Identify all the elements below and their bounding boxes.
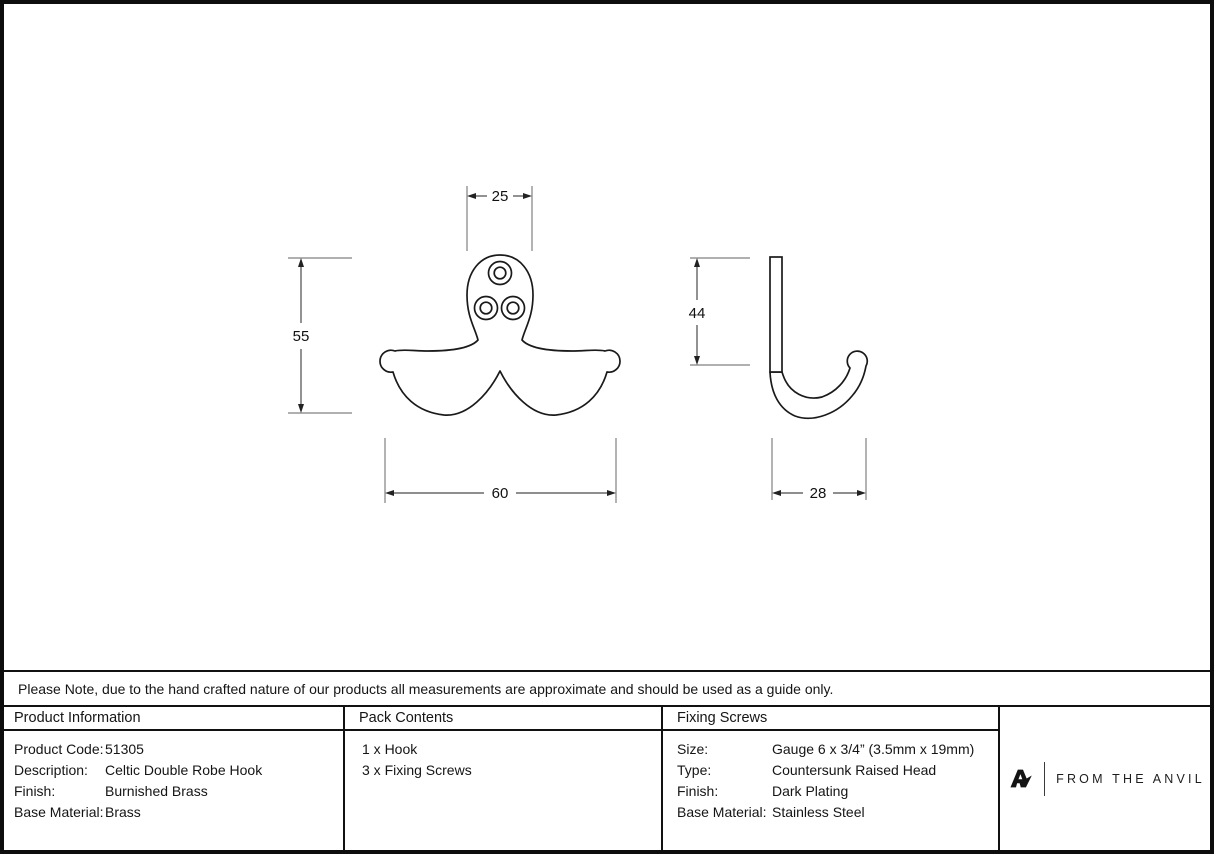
row-label: Finish: [677,783,719,799]
row-label: Finish: [14,783,56,799]
dimension-side-height [689,258,750,365]
row-label: Description: [14,762,88,778]
note-bar [0,670,1214,707]
dim-value: 55 [292,328,310,345]
row-label: Base Material: [677,804,767,820]
fixing-screws-header: Fixing Screws [663,707,998,731]
dim-value: 25 [491,188,509,205]
row-value: Celtic Double Robe Hook [105,762,263,778]
product-information-cell [0,707,345,850]
dim-value: 60 [491,485,509,502]
row-value: Burnished Brass [105,783,208,799]
screw-hole-inner [507,302,519,314]
front-view [288,186,620,503]
dim-value: 28 [809,485,827,502]
fixing-screws-cell [663,707,1000,850]
dimension-front-head-width [467,186,532,251]
note-text: Please Note, due to the hand crafted nature of our products all measurements are approximate and should be used as a guide only. [18,680,834,697]
product-information-header: Product Information [0,707,343,731]
table-row [14,781,337,802]
screw-hole-inner [480,302,492,314]
row-value: Dark Plating [772,783,849,799]
row-value: Stainless Steel [772,804,865,820]
dimension-side-depth [772,438,866,502]
row-label: Type: [677,762,712,778]
row-label: Product Code: [14,741,104,757]
brand-logo [1009,762,1205,796]
side-view [689,257,868,502]
pack-contents-cell [345,707,663,850]
dimension-front-height [288,258,352,413]
row-value: Brass [105,804,141,820]
logo-divider [1044,762,1045,796]
table-row [14,802,337,823]
row-label: Base Material: [14,804,104,820]
hook-side-plate [770,257,782,372]
row-value: Gauge 6 x 3/4” (3.5mm x 19mm) [772,741,975,757]
table-row [677,760,992,781]
anvil-monogram-icon [1009,768,1034,789]
table-row [677,781,992,802]
table-row [677,802,992,823]
info-table [0,707,1214,850]
pack-contents-header: Pack Contents [345,707,661,731]
dim-value: 44 [688,305,706,322]
row-label: Size: [677,741,709,757]
list-item: 3 x Fixing Screws [362,762,472,778]
table-row [677,739,992,760]
row-value: Countersunk Raised Head [772,762,937,778]
table-row [14,739,337,760]
list-item: 1 x Hook [362,741,418,757]
brand-name: FROM THE ANVIL [1056,771,1205,786]
row-value: 51305 [105,741,144,757]
hook-side-outline [770,351,867,418]
dimension-front-width [385,438,616,503]
brand-cell [1000,707,1214,850]
table-row [14,760,337,781]
screw-hole-inner [494,267,506,279]
